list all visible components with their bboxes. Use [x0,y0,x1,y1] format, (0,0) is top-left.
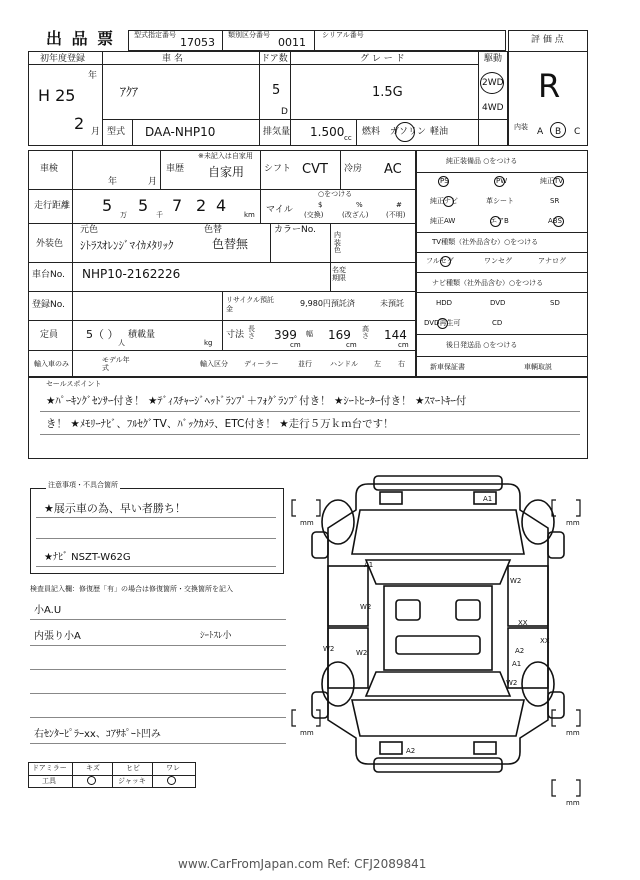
interior-grade-c: C [574,127,581,137]
tv-oneseg: ワンセグ [484,257,512,265]
acc-break: ワレ [166,764,180,772]
ac-label: 冷房 [344,164,363,174]
equip-pw: PW [496,177,508,185]
acc-jack: ジャッキ [118,777,146,785]
diagram-mark-w2-right: W2 [510,577,522,585]
divider [72,150,73,377]
nav-dvd-play: DVD再生可 [424,319,461,327]
orig-color-label: 元色 [80,225,99,235]
use-label: 車歴 [166,164,185,174]
divider [132,119,133,146]
header-id-box [128,30,506,51]
divider [102,119,508,120]
nav-sd: SD [550,299,560,307]
tread-mm-fr: mm [566,519,580,527]
use-value: 自家用 [208,165,245,179]
diagram-mark-a2-right: A2 [515,647,525,655]
divider [259,119,260,146]
man-unit: 万 [120,211,127,219]
divider [152,762,153,788]
inspector-line-1: 小A.U [34,605,62,616]
shaken-year-unit: 年 [108,177,118,187]
width-value: 169 [328,328,351,342]
door-type: D [281,107,288,117]
diagram-mark-a1-left: A1 [364,561,374,569]
mileage-digit-2: 5 [138,196,149,215]
serial-label: シリアル番号 [322,31,364,39]
interior-grade-a: A [537,127,544,137]
color-code-label: カラーNo. [274,225,316,235]
model-spec-label: 型式指定番号 [134,31,176,39]
color-value: ｼﾄﾗｽｵﾚﾝｼﾞﾏｲｶﾒﾀﾘｯｸ [80,239,174,252]
name-change-label: 名変期限 [332,266,346,282]
diagram-mark-w2-rear: W2 [356,649,368,657]
equip-ps: PS [440,177,449,185]
underline [40,434,580,435]
underline [30,619,286,620]
underline [36,566,276,567]
nav-cd: CD [492,319,503,327]
divider [416,334,588,335]
model-type: DAA-NHP10 [145,125,216,139]
equip-tv-circle [553,176,564,187]
tv-fullseg-circle [440,256,451,267]
underline [30,645,286,646]
acc-jack-circle [167,776,176,785]
sheet-title: 出 品 票 [46,29,116,48]
interior-color-label: 内装色 [334,231,341,255]
unknown-sym: # [396,201,402,209]
divider [160,150,161,189]
equip-abs-circle [553,216,564,227]
underline [40,411,580,412]
car-name-label: 車 名 [162,54,183,64]
shift-value: CVT [302,162,328,177]
diagram-mark-xx-center: XX [518,619,528,627]
first-reg-label: 初年度登録 [40,54,86,64]
divider [72,762,73,788]
altered-label: (改ざん) [342,211,369,219]
docs-manual: 車輌取説 [524,363,552,371]
divider [508,119,509,146]
score-value: R [538,67,561,105]
divider [260,189,261,223]
mile-label: マイル [266,205,293,215]
shaken-label: 車検 [40,164,59,174]
length-cm: cm [290,341,301,349]
ext-color-label: 外装色 [36,239,64,249]
exchange-sym: $ [318,201,323,209]
month-unit: 月 [91,127,101,137]
color-change-value: 色替無 [212,237,249,251]
shift-label: シフト [264,164,292,174]
fuel-circle [395,122,415,142]
acc-tools: 工具 [42,777,56,785]
category-label: 類別区分番号 [228,31,270,39]
diagram-mark-a1-right: A1 [512,660,522,668]
divider [28,189,416,190]
sales-label: セールスポイント [46,380,102,388]
width-label: 幅 [306,330,313,338]
recycle-label: リサイクル預託金 [226,296,275,314]
handle-label: ハンドル [330,360,358,368]
drive-label: 駆動 [484,54,503,64]
ac-value: AC [384,162,402,177]
inspector-line-3: 右ｾﾝﾀｰﾋﾟﾗｰxx、ｺｱｻﾎﾟｰﾄ凹み [34,729,161,740]
tread-mm-spare: mm [566,799,580,807]
length-value: 399 [274,328,297,342]
acc-scratch: キズ [86,764,100,772]
underline [30,693,286,694]
diagram-mark-xx-side: XX [540,637,550,645]
length-label: 長さ [248,325,255,340]
underline [36,538,276,539]
divider [290,119,291,146]
doors-label: ドア数 [261,54,288,64]
kg-unit: kg [204,339,213,347]
recycle-none: 未預託 [380,299,404,308]
divider [112,762,113,788]
diesel-label: 軽油 [430,127,449,137]
category-value: 0011 [278,36,306,49]
underline [30,717,286,718]
diagram-mark-w2-left-door: W2 [323,645,335,653]
sales-line-1: ★ﾊﾟｰｷﾝｸﾞｾﾝｻｰ付き！ ★ﾃﾞｨｽﾁｬｰｼﾞﾍｯﾄﾞﾗﾝﾌﾟ＋ﾌｫｸﾞﾗﾝﾌﾟ付き！ ★ｼｰﾄﾋｰﾀｰ付き！ ★ｽﾏｰﾄｷｰ付 [46,395,467,407]
right-label: 右 [398,360,405,368]
color-change-label: 色替 [204,225,223,235]
underline [30,669,286,670]
capacity-value: 5（ ） [86,328,119,341]
divider [330,223,331,262]
drive-2wd-circle [480,72,504,94]
grade-label: グ レ ー ド [360,54,405,64]
docs-warranty: 新車保証書 [430,363,465,371]
divider [478,51,479,146]
interior-label: 内装 [514,123,528,131]
model-type-label: 型式 [107,127,126,137]
divider [416,252,588,253]
watermark: www.CarFromJapan.com Ref: CFJ2089841 [178,857,427,871]
divider [416,232,588,233]
inspector-line-2a: 内張り小A [34,631,81,642]
inspector-label: 検査員記入欄：修復歴「有」の場合は修復箇所・交換箇所を記入 [30,585,233,593]
equip-ps-circle [438,176,449,187]
year-unit: 年 [88,71,98,81]
mileage-digit-5: 4 [216,196,227,215]
dims-label: 寸法 [226,330,245,340]
divider [416,272,588,273]
divider [416,292,588,293]
interior-grade-circle [550,122,566,138]
divider [330,262,331,291]
divider [416,356,588,357]
mileage-label: 走行距離 [34,201,71,211]
dealer-label: ディーラー [244,360,279,368]
circle-note: ○をつける [318,190,353,198]
import-type-label: 輸入区分 [200,360,228,368]
altered-sym: % [356,201,363,209]
equip-leather: 革シート [486,197,514,205]
width-cm: cm [346,341,357,349]
person-unit: 人 [118,339,125,347]
left-label: 左 [374,360,381,368]
equip-pw-circle [494,176,508,187]
divider [28,223,416,224]
tv-analog: アナログ [538,257,566,265]
divider [260,150,261,189]
fuel-value: ガソリン [390,127,427,137]
recycle-value: 9,980円預託済 [300,299,355,308]
divider [102,51,103,146]
divider [28,262,416,263]
fuel-label: 燃料 [362,127,381,137]
sales-line-2: き！ ★ﾒﾓﾘｰﾅﾋﾞ、ﾌﾙｾｸﾞTV、ﾊﾞｯｸｶﾒﾗ、ETC付き！ ★走行５万ｋｍ台です！ [46,418,394,430]
equip-tv: 純正TV [540,177,564,185]
diagram-mark-a1-front: A1 [483,495,493,503]
drive-2wd: 2WD [482,78,504,88]
chassis-value: NHP10-2162226 [82,267,181,281]
car-name: ｱｸｱ [120,85,139,99]
divider [340,150,341,189]
acc-doormirror: ドアミラー [32,764,67,772]
grade-value: 1.5G [372,85,403,100]
divider [222,320,223,350]
displacement-value: 1.500 [310,125,345,139]
divider [290,51,291,119]
divider [270,223,271,262]
parallel-label: 並行 [298,360,312,368]
mileage-digit-3: 7 [172,196,183,215]
notes-label: 注意事項・不具合箇所 [48,481,118,489]
model-spec-value: 17053 [180,36,215,49]
score-label: 評 価 点 [531,35,564,45]
shaken-month-unit: 月 [148,177,158,187]
tread-mm-fl: mm [300,519,314,527]
notes-line-2: ★ﾅﾋﾞ NSZT-W62G [44,552,131,563]
docs-title: 後日発送品 ○をつける [446,341,518,349]
inspector-line-2b: ｼｰﾄｽﾚ小 [200,631,232,641]
divider [28,350,416,351]
use-note: ※未記入は自家用 [198,152,253,160]
mileage-digit-4: 2 [196,196,207,215]
load-label: 積載量 [128,330,156,340]
cc-unit: cc [344,134,352,142]
underline [36,517,276,518]
equip-abs: ABS [548,217,562,225]
height-value: 144 [384,328,407,342]
nav-dvd-play-circle [437,318,448,329]
tv-fullseg: フルセグ [426,257,454,265]
first-reg-month: 2 [74,114,85,133]
interior-grade-b: B [555,127,562,137]
equip-title: 純正装備品 ○をつける [446,157,518,165]
divider [222,291,223,320]
notes-line-1: ★展示車の為、早い者勝ち！ [44,502,186,515]
divider [259,51,260,119]
equip-airbag-circle [490,216,501,227]
sen-unit: 千 [156,211,163,219]
mileage-digit-1: 5 [102,196,113,215]
model-year-label: モデル年式 [102,356,130,373]
height-label: 高さ [362,325,369,340]
capacity-label: 定員 [40,330,59,340]
diagram-mark-a2-rear: A2 [406,747,416,755]
chassis-label: 車台No. [32,270,65,280]
nav-dvd: DVD [490,299,506,307]
doors-value: 5 [272,83,281,98]
nav-hdd: HDD [436,299,453,307]
km-unit: km [244,211,255,219]
unknown-label: (不明) [386,211,406,219]
equip-aw: 純正AW [430,217,456,225]
nav-title: ナビ種類（社外品含む）○をつける [432,279,544,287]
tv-title: TV種類（社外品含む）○をつける [432,238,539,246]
displacement-label: 排気量 [263,127,291,137]
first-reg-year: H 25 [38,86,76,105]
exchange-label: (交換) [304,211,324,219]
tread-mm-rr: mm [566,729,580,737]
diagram-mark-w2-left: W2 [360,603,372,611]
equip-airbag: エアB [490,217,509,225]
divider [28,64,478,65]
height-cm: cm [398,341,409,349]
equip-sr: SR [550,197,560,205]
tread-mm-rl: mm [300,729,314,737]
acc-tools-circle [87,776,96,785]
divider [222,30,223,51]
equip-nav: 純正ナビ [430,197,458,205]
import-label: 輸入車のみ [34,360,69,368]
equip-nav-circle [443,196,454,207]
divider [314,30,315,51]
drive-4wd: 4WD [482,103,504,113]
diagram-mark-w2-right-rear: W2 [506,679,518,687]
acc-crack: ヒビ [126,764,140,772]
divider [416,172,588,173]
divider [356,119,357,146]
divider [508,51,588,52]
reg-label: 登録No. [32,300,65,310]
underline [30,743,286,744]
